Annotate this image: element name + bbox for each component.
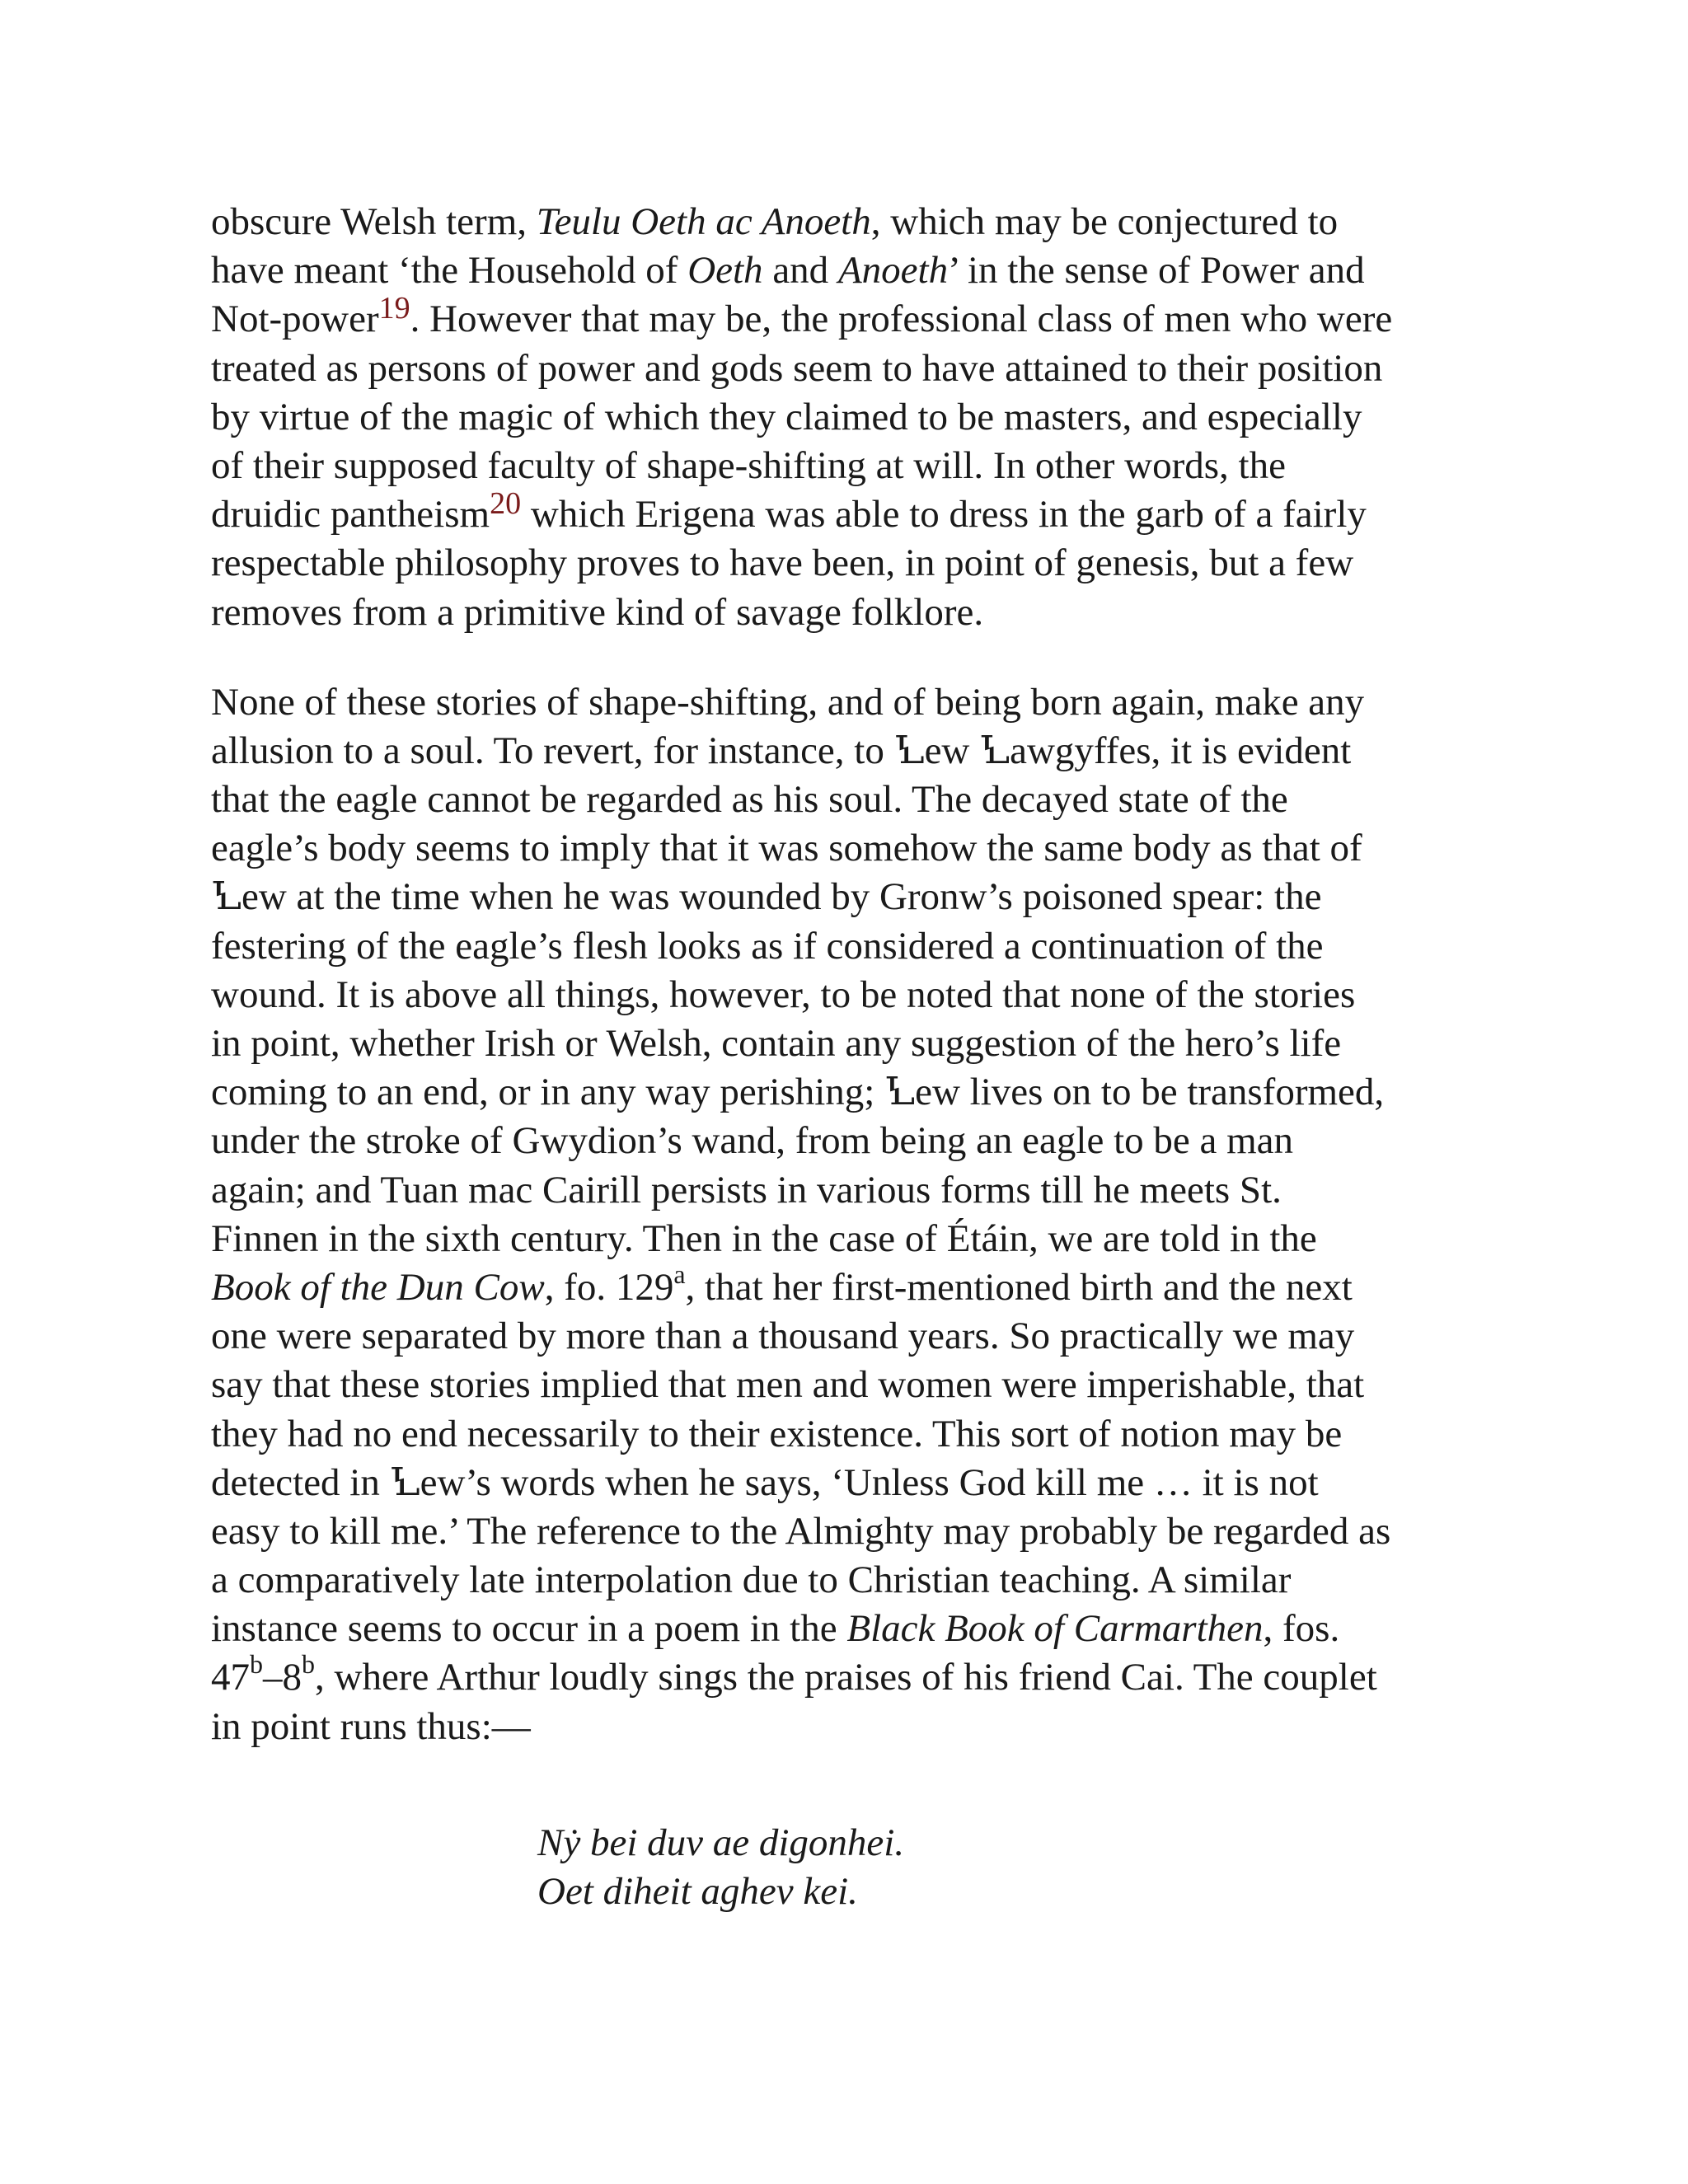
text-line [211,776,1497,824]
text-segment: druidic pantheism [211,493,490,537]
text-segment: of their supposed faculty of shape-shifting at will. In other words, the [211,443,1286,487]
verse-line: Nẏ bei duv ae digonhei. [537,1821,905,1864]
text-line [211,291,1497,344]
footnote-marker[interactable]: 20 [490,486,522,522]
text-segment: one were separated by more than a thousand years. So practically we may [211,1315,1355,1358]
text-segment: they had no end necessarily to their existence. This sort of notion may be [211,1412,1343,1455]
superscript: a [673,1258,686,1289]
text-line [211,246,1497,295]
text-segment: ’ in the sense of Power and [948,249,1365,293]
text-line [211,1258,1497,1312]
text-segment: Ꝇew at the time when he was wounded by Gronw’s poisoned spear: the [211,875,1322,919]
text-line [211,824,1497,873]
text-line [211,486,1497,539]
text-segment: respectable philosophy proves to have been, in point of genesis, but a few [211,541,1354,585]
text-line [211,1410,1497,1459]
text-segment: obscure Welsh term, [211,200,537,243]
text-line [211,1312,1497,1361]
text-segment: in point runs thus:— [211,1704,531,1748]
text-segment: say that these stories implied that men and women were imperishable, that [211,1363,1365,1407]
text-segment: which Erigena was able to dress in the garb of a fairly [521,493,1367,537]
text-segment: have meant ‘the Household of [211,249,688,293]
text-segment: allusion to a soul. To revert, for instance, to Ꝇew Ꝇawgyffes, it is evident [211,729,1352,772]
paragraph [211,678,1497,1751]
text-segment: in point, whether Irish or Welsh, contain any suggestion of the hero’s life [211,1022,1342,1065]
text-line [211,922,1497,971]
text-line [211,1215,1497,1263]
text-segment: None of these stories of shape-shifting, and of being born again, make any [211,680,1365,724]
text-line [211,588,1497,637]
text-line [211,1459,1497,1507]
text-segment: wound. It is above all things, however, to be noted that none of the stories [211,972,1356,1016]
superscript: b [302,1649,315,1680]
text-segment: easy to kill me.’ The reference to the Almighty may probably be regarded as [211,1509,1391,1553]
text-line [211,1649,1497,1702]
superscript: b [250,1649,263,1680]
paragraphs [211,198,1497,1751]
text-line [211,198,1497,246]
text-segment: eagle’s body seems to imply that it was somehow the same body as that of [211,827,1362,870]
text-segment: Finnen in the sixth century. Then in the case of Étáin, we are told in the [211,1216,1317,1260]
text-segment: under the stroke of Gwydion’s wand, from being an eagle to be a man [211,1119,1294,1163]
verse-block [537,1819,1497,1916]
text-line [211,678,1497,727]
text-segment: treated as persons of power and gods seem to have attained to their position [211,346,1383,390]
text-segment: instance seems to occur in a poem in the [211,1607,847,1651]
text-line [211,393,1497,442]
paragraph [211,198,1497,637]
text-line [211,1019,1497,1068]
text-line [211,1507,1497,1556]
italic-text: Oeth [687,249,763,293]
text-segment: Not-power [211,298,379,341]
text-segment: removes from a primitive kind of savage folklore. [211,590,984,634]
text-line [211,727,1497,776]
text-segment: 47 [211,1656,250,1699]
text-line [211,344,1497,393]
italic-text: Anoeth [837,249,949,293]
text-line [211,971,1497,1019]
text-line [211,1166,1497,1215]
text-line [211,1068,1497,1117]
text-line [211,1117,1497,1165]
text-segment: coming to an end, or in any way perishing; Ꝇew lives on to be transformed, [211,1071,1385,1114]
text-segment: that the eagle cannot be regarded as his soul. The decayed state of the [211,778,1288,822]
text-segment: –8 [263,1656,302,1699]
italic-text: Teulu Oeth ac Anoeth [536,200,871,243]
text-segment: , fos. [1263,1607,1340,1651]
page-body [211,198,1497,1916]
text-line [211,1605,1497,1653]
text-line [211,1556,1497,1605]
text-segment: a comparatively late interpolation due to Christian teaching. A similar [211,1558,1292,1602]
text-segment: , that her first-mentioned birth and the next [685,1265,1353,1309]
text-line [211,539,1497,588]
footnote-marker[interactable]: 19 [378,291,410,326]
text-line [211,1361,1497,1409]
text-line [211,442,1497,490]
text-segment: festering of the eagle’s flesh looks as if considered a continuation of the [211,924,1324,968]
text-segment: by virtue of the magic of which they claimed to be masters, and especially [211,395,1362,438]
text-segment: again; and Tuan mac Cairill persists in various forms till he meets St. [211,1168,1282,1212]
text-line [211,1703,1497,1751]
text-segment: and [762,249,838,293]
italic-text: Book of the Dun Cow [211,1265,545,1309]
text-segment: . However that may be, the professional class of men who were [410,298,1393,341]
text-segment: , where Arthur loudly sings the praises of his friend Cai. The couplet [315,1656,1377,1699]
italic-text: Black Book of Carmarthen [846,1607,1264,1651]
text-segment: detected in Ꝇew’s words when he says, ‘Unless God kill me … it is not [211,1460,1319,1504]
text-line [211,873,1497,921]
text-segment: , fo. 129 [544,1265,674,1309]
verse-line: Oet diheit aghev kei. [537,1870,858,1913]
text-segment: , which may be conjectured to [870,200,1339,243]
